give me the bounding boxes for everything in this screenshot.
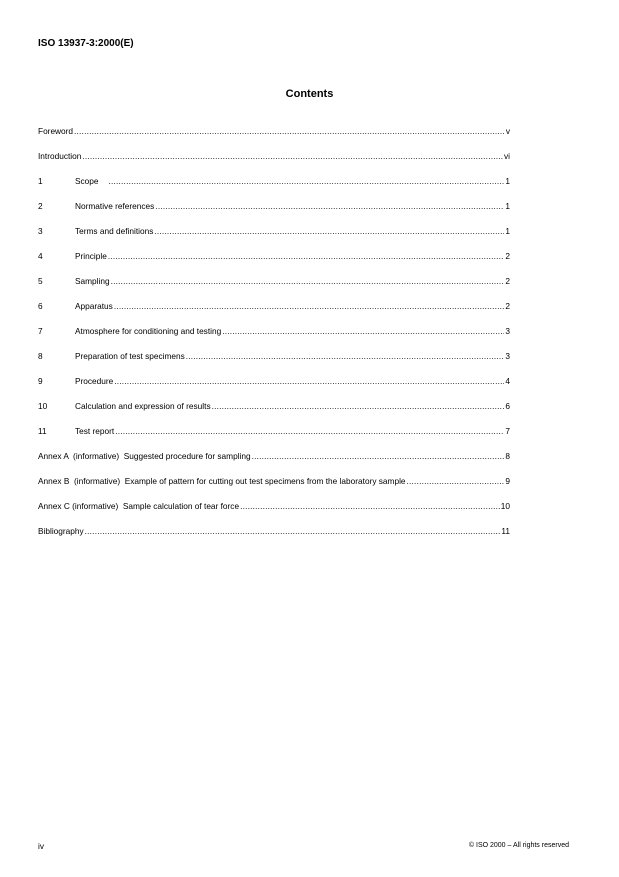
dot-leader: [85, 526, 501, 536]
dot-leader: [240, 501, 500, 511]
dot-leader: [114, 301, 505, 311]
toc-entry-label: Sampling: [75, 276, 110, 286]
dot-leader: [155, 201, 504, 211]
dot-leader: [252, 451, 505, 461]
dot-leader: [212, 401, 505, 411]
toc-entry-number: 6: [38, 301, 43, 311]
toc-entry-label: Scope: [75, 176, 99, 186]
toc-entry-annex-c[interactable]: [38, 501, 510, 526]
toc-entry-number: 9: [38, 376, 43, 386]
toc-entry-atmosphere[interactable]: [38, 326, 510, 351]
toc-entry-number: 8: [38, 351, 43, 361]
toc-entry-procedure[interactable]: [38, 376, 510, 401]
toc-entry-page: 3: [505, 326, 510, 336]
dot-leader: [108, 251, 505, 261]
dot-leader: [115, 426, 504, 436]
toc-entry-page: 10: [500, 501, 510, 511]
footer-copyright: © ISO 2000 – All rights reserved: [468, 842, 569, 849]
toc-entry-label: Test report: [75, 426, 115, 436]
toc-entry-label: Bibliography: [38, 526, 84, 536]
toc-entry-terms-and-definitions[interactable]: [38, 226, 510, 251]
dot-leader: [109, 176, 505, 186]
toc-entry-label: Atmosphere for conditioning and testing: [75, 326, 222, 336]
toc-entry-page: 2: [505, 276, 510, 286]
toc-entry-introduction[interactable]: [38, 151, 510, 176]
dot-leader: [111, 276, 505, 286]
toc-entry-page: 1: [505, 226, 510, 236]
toc-entry-label: Annex B (informative) Example of pattern for cutting out test specimens from the laboratory sample: [38, 476, 406, 486]
toc-entry-number: 5: [38, 276, 43, 286]
toc-entry-page: 7: [505, 426, 510, 436]
toc-entry-label: Annex C (informative) Sample calculation of tear force: [38, 501, 240, 511]
toc-entry-test-report[interactable]: [38, 426, 510, 451]
toc-entry-annex-b[interactable]: [38, 476, 510, 501]
table-of-contents: [38, 126, 510, 551]
toc-entry-number: 10: [38, 401, 48, 411]
toc-entry-scope[interactable]: [38, 176, 510, 201]
toc-entry-page: v: [505, 126, 510, 136]
toc-entry-page: 6: [505, 401, 510, 411]
dot-leader: [74, 126, 505, 136]
toc-entry-number: 4: [38, 251, 43, 261]
toc-entry-page: 1: [505, 201, 510, 211]
toc-entry-label: Calculation and expression of results: [75, 401, 211, 411]
toc-entry-annex-a[interactable]: [38, 451, 510, 476]
toc-entry-bibliography[interactable]: [38, 526, 510, 551]
dot-leader: [222, 326, 504, 336]
toc-entry-number: 7: [38, 326, 43, 336]
toc-entry-page: 11: [501, 526, 510, 536]
document-id: ISO 13937-3:2000(E): [38, 38, 134, 49]
toc-entry-label: Principle: [75, 251, 107, 261]
dot-leader: [82, 151, 503, 161]
dot-leader: [114, 376, 504, 386]
dot-leader: [186, 351, 505, 361]
toc-entry-page: 1: [505, 176, 510, 186]
toc-entry-label: Normative references: [75, 201, 155, 211]
footer-page-number: iv: [38, 841, 44, 851]
toc-entry-page: 2: [505, 301, 510, 311]
toc-entry-number: 2: [38, 201, 43, 211]
toc-entry-number: 3: [38, 226, 43, 236]
toc-entry-label: Procedure: [75, 376, 114, 386]
toc-entry-label: Preparation of test specimens: [75, 351, 185, 361]
toc-entry-page: 9: [505, 476, 510, 486]
toc-entry-principle[interactable]: [38, 251, 510, 276]
toc-entry-label: Apparatus: [75, 301, 113, 311]
dot-leader: [407, 476, 505, 486]
toc-entry-sampling[interactable]: [38, 276, 510, 301]
toc-entry-page: 4: [505, 376, 510, 386]
toc-entry-page: vi: [504, 151, 510, 161]
toc-entry-label: Terms and definitions: [75, 226, 154, 236]
toc-entry-label: Foreword: [38, 126, 74, 136]
toc-entry-label: Introduction: [38, 151, 82, 161]
toc-entry-foreword[interactable]: [38, 126, 510, 151]
toc-entry-calculation[interactable]: [38, 401, 510, 426]
toc-entry-page: 8: [505, 451, 510, 461]
toc-entry-page: 3: [505, 351, 510, 361]
dot-leader: [154, 226, 504, 236]
toc-entry-preparation[interactable]: [38, 351, 510, 376]
toc-entry-normative-references[interactable]: [38, 201, 510, 226]
toc-entry-number: 1: [38, 176, 43, 186]
toc-entry-number: 11: [38, 426, 47, 436]
toc-title: Contents: [285, 88, 334, 100]
toc-entry-page: 2: [505, 251, 510, 261]
toc-entry-label: Annex A (informative) Suggested procedure for sampling: [38, 451, 251, 461]
toc-entry-apparatus[interactable]: [38, 301, 510, 326]
